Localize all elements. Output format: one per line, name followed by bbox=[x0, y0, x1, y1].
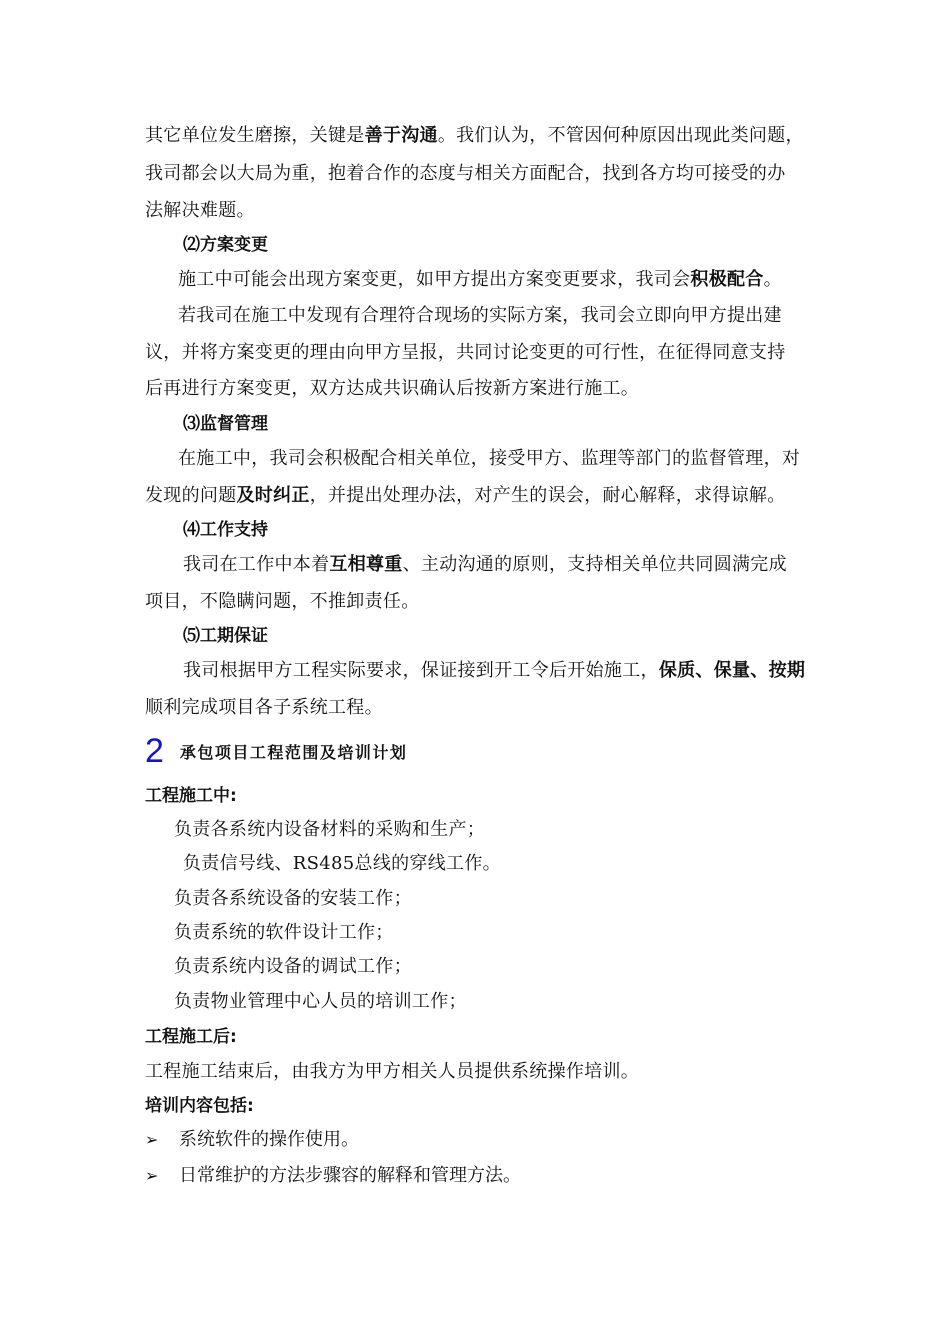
label-training-content: 培训内容包括: bbox=[145, 1096, 254, 1116]
subheading-schedule-guarantee: ⑸工期保证 bbox=[183, 626, 268, 646]
emphasis-text: 善于沟通 bbox=[364, 125, 438, 146]
paragraph-line bbox=[183, 659, 805, 683]
paragraph-line: 若我司在施工中发现有合理符合现场的实际方案，我司会立即向甲方提出建 bbox=[178, 305, 782, 326]
paragraph-line: 顺利完成项目各子系统工程。 bbox=[145, 697, 383, 718]
section-number: 2 bbox=[145, 732, 164, 770]
list-item: 负责信号线、RS485总线的穿线工作。 bbox=[183, 853, 501, 874]
bullet-text: 系统软件的操作使用。 bbox=[179, 1129, 359, 1150]
list-item: 负责物业管理中心人员的培训工作； bbox=[174, 991, 467, 1012]
list-item: 负责各系统设备的安装工作； bbox=[174, 888, 412, 909]
paragraph-line bbox=[178, 268, 782, 292]
section-title: 承包项目工程范围及培训计划 bbox=[179, 742, 408, 762]
list-item: 负责各系统内设备材料的采购和生产； bbox=[174, 819, 486, 840]
paragraph-line: 后再进行方案变更，双方达成共识确认后按新方案进行施工。 bbox=[145, 378, 640, 399]
text-run: 。 bbox=[763, 269, 782, 290]
bullet-text: 日常维护的方法步骤容的解释和管理方法。 bbox=[179, 1165, 521, 1186]
paragraph-line bbox=[183, 553, 787, 577]
paragraph-line: 我司都会以大局为重，抱着合作的态度与相关方面配合，找到各方均可接受的办 bbox=[145, 163, 786, 184]
text-run: 我司根据甲方工程实际要求，保证接到开工令后开始施工， bbox=[183, 660, 659, 681]
paragraph-line: 议，并将方案变更的理由向甲方呈报，共同讨论变更的可行性，在征得同意支持 bbox=[145, 342, 786, 363]
arrow-bullet-icon: ➢ bbox=[145, 1130, 159, 1149]
label-after-construction: 工程施工后: bbox=[145, 1027, 237, 1047]
emphasis-text: 及时纠正 bbox=[236, 485, 310, 506]
subheading-work-support: ⑷工作支持 bbox=[183, 520, 268, 540]
list-item: 负责系统的软件设计工作； bbox=[174, 922, 394, 943]
paragraph-line bbox=[145, 124, 804, 148]
paragraph-line: 在施工中，我司会积极配合相关单位，接受甲方、监理等部门的监督管理，对 bbox=[178, 448, 801, 469]
paragraph-line: 法解决难题。 bbox=[145, 200, 255, 221]
text-run: 。我们认为，不管因何种原因出现此类问题， bbox=[437, 125, 804, 146]
text-run: 施工中可能会出现方案变更，如甲方提出方案变更要求，我司会 bbox=[178, 269, 691, 290]
text-run: ，并提出处理办法，对产生的误会，耐心解释，求得谅解。 bbox=[309, 485, 786, 506]
list-item: 负责系统内设备的调试工作； bbox=[174, 956, 412, 977]
text-run: 、主动沟通的原则，支持相关单位共同圆满完成 bbox=[402, 554, 787, 575]
section-heading bbox=[145, 732, 407, 772]
paragraph-line: 工程施工结束后，由我方为甲方相关人员提供系统操作培训。 bbox=[145, 1061, 640, 1082]
text-run: 其它单位发生磨擦，关键是 bbox=[145, 125, 365, 146]
label-during-construction: 工程施工中: bbox=[145, 786, 237, 806]
paragraph-line: 项目，不隐瞒问题，不推卸责任。 bbox=[145, 591, 420, 612]
bullet-list-item bbox=[145, 1164, 521, 1188]
text-run: 我司在工作中本着 bbox=[183, 554, 330, 575]
arrow-bullet-icon: ➢ bbox=[145, 1166, 159, 1185]
bullet-list-item bbox=[145, 1128, 359, 1152]
emphasis-text: 保质、保量、按期 bbox=[658, 660, 806, 681]
subheading-scheme-change: ⑵方案变更 bbox=[183, 235, 268, 255]
emphasis-text: 互相尊重 bbox=[329, 554, 403, 575]
text-run: 发现的问题 bbox=[145, 485, 237, 506]
paragraph-line bbox=[145, 484, 786, 508]
subheading-supervision: ⑶监督管理 bbox=[183, 414, 268, 434]
emphasis-text: 积极配合 bbox=[690, 269, 764, 290]
